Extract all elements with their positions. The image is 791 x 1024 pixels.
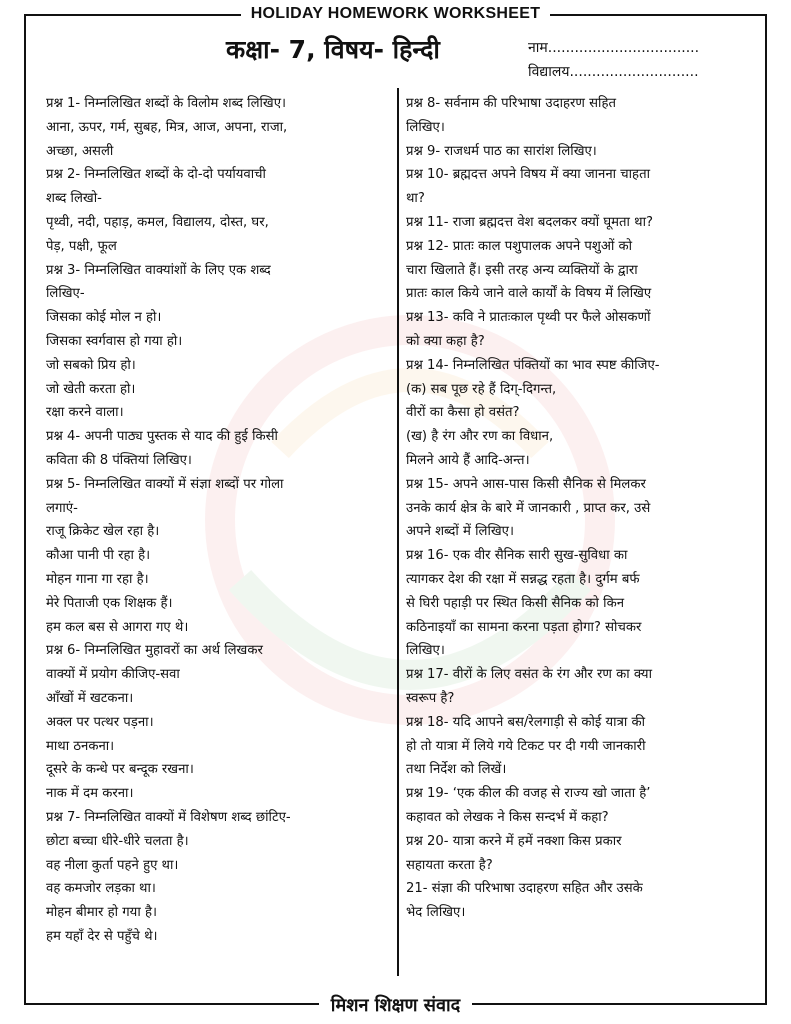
- question-line: भेद लिखिए।: [406, 905, 466, 921]
- question-line: तथा निर्देश को लिखें।: [406, 762, 507, 778]
- question-line: कविता की 8 पंक्तियां लिखिए।: [46, 452, 192, 468]
- left-column: [46, 92, 392, 949]
- question-line: वह नीला कुर्ता पहने हुए था।: [46, 857, 179, 873]
- question-line: था?: [406, 191, 425, 207]
- question-line: कौआ पानी पी रहा है।: [46, 548, 151, 564]
- question-line: सहायता करता है?: [406, 857, 493, 873]
- question-line: जिसका स्वर्गवास हो गया हो।: [46, 333, 183, 349]
- question-line: राजू क्रिकेट खेल रहा है।: [46, 524, 160, 540]
- footer-brand: मिशन शिक्षण संवाद: [319, 993, 472, 1019]
- question-line: प्रश्न 4- अपनी पाठ्य पुस्तक से याद की हुई किसी: [46, 429, 278, 445]
- question-line: उनके कार्य क्षेत्र के बारे में जानकारी , प्राप्त कर, उसे: [406, 500, 651, 516]
- question-line: कठिनाइयाँ का सामना करना पड़ता होगा? सोचकर: [406, 619, 642, 635]
- question-line: प्रश्न 2- निम्नलिखित शब्दों के दो-दो पर्यायवाची: [46, 167, 266, 183]
- question-line: प्रातः काल किये जाने वाले कार्यों के विषय में लिखिए: [406, 286, 652, 302]
- question-line: (ख) है रंग और रण का विधान,: [406, 429, 554, 445]
- question-line: त्यागकर देश की रक्षा में सन्नद्ध रहता है। दुर्गम बर्फ: [406, 571, 640, 587]
- question-line: 21- संज्ञा की परिभाषा उदाहरण सहित और उसके: [406, 881, 643, 897]
- question-line: लिखिए।: [406, 119, 445, 135]
- question-line: मेरे पिताजी एक शिक्षक हैं।: [46, 595, 173, 611]
- question-line: वह कमजोर लड़का था।: [46, 881, 156, 897]
- question-line: प्रश्न 13- कवि ने प्रातःकाल पृथ्वी पर फैले ओसकणों: [406, 310, 651, 326]
- question-line: कहावत को लेखक ने किस सन्दर्भ में कहा?: [406, 809, 609, 825]
- question-line: वीरों का कैसा हो वसंत?: [406, 405, 520, 421]
- question-line: दूसरे के कन्धे पर बन्दूक रखना।: [46, 762, 194, 778]
- question-line: हम कल बस से आगरा गए थे।: [46, 619, 189, 635]
- question-line: चारा खिलाते हैं। इसी तरह अन्य व्यक्तियों के द्वारा: [406, 262, 638, 278]
- question-line: आना, ऊपर, गर्म, सुबह, मित्र, आज, अपना, राजा,: [46, 119, 288, 135]
- question-line: को क्या कहा है?: [406, 333, 485, 349]
- bottom-banner: [0, 993, 791, 1019]
- question-line: पेड़, पक्षी, फूल: [46, 238, 117, 254]
- question-line: प्रश्न 17- वीरों के लिए वसंत के रंग और रण का क्या: [406, 667, 652, 683]
- question-line: मोहन गाना गा रहा है।: [46, 571, 149, 587]
- question-line: प्रश्न 15- अपने आस-पास किसी सैनिक से मिलकर: [406, 476, 646, 492]
- question-line: मिलने आये हैं आदि-अन्त।: [406, 452, 530, 468]
- school-field[interactable]: विद्यालय.............................: [528, 64, 699, 80]
- question-line: पृथ्वी, नदी, पहाड़, कमल, विद्यालय, दोस्त, घर,: [46, 214, 269, 230]
- top-banner: [0, 2, 791, 26]
- question-line: प्रश्न 20- यात्रा करने में हमें नक्शा किस प्रकार: [406, 833, 622, 849]
- question-line: प्रश्न 8- सर्वनाम की परिभाषा उदाहरण सहित: [406, 96, 616, 111]
- question-line: प्रश्न 6- निम्नलिखित मुहावरों का अर्थ लिखकर: [46, 643, 263, 659]
- question-line: प्रश्न 11- राजा ब्रह्मदत्त वेश बदलकर क्यों घूमता था?: [406, 214, 653, 230]
- page-title: कक्षा- 7, विषय- हिन्दी: [226, 35, 440, 64]
- question-line: अच्छा, असली: [46, 143, 114, 159]
- question-line: अपने शब्दों में लिखिए।: [406, 524, 514, 540]
- question-line: प्रश्न 3- निम्नलिखित वाक्यांशों के लिए एक शब्द: [46, 262, 271, 278]
- right-column: [406, 92, 756, 925]
- question-line: माथा ठनकना।: [46, 738, 115, 754]
- question-line: प्रश्न 16- एक वीर सैनिक सारी सुख-सुविधा का: [406, 548, 628, 564]
- student-fields: [528, 36, 699, 84]
- question-line: अक्ल पर पत्थर पड़ना।: [46, 714, 154, 730]
- question-line: नाक में दम करना।: [46, 786, 134, 802]
- question-line: लिखिए-: [46, 286, 85, 302]
- question-line: प्रश्न 12- प्रातः काल पशुपालक अपने पशुओं को: [406, 238, 633, 254]
- question-line: प्रश्न 5- निम्नलिखित वाक्यों में संज्ञा शब्दों पर गोला: [46, 476, 284, 492]
- worksheet-heading: HOLIDAY HOMEWORK WORKSHEET: [241, 2, 551, 26]
- question-line: लिखिए।: [406, 643, 445, 659]
- question-line: मोहन बीमार हो गया है।: [46, 905, 157, 921]
- question-line: प्रश्न 19- ‘एक कील की वजह से राज्य खो जाता है’: [406, 786, 651, 802]
- question-line: से घिरी पहाड़ी पर स्थित किसी सैनिक को किन: [406, 595, 625, 611]
- question-line: प्रश्न 7- निम्नलिखित वाक्यों में विशेषण शब्द छांटिए-: [46, 809, 291, 825]
- question-line: जो सबको प्रिय हो।: [46, 357, 136, 373]
- question-line: स्वरूप है?: [406, 690, 455, 706]
- question-line: वाक्यों में प्रयोग कीजिए-सवा: [46, 667, 180, 683]
- question-line: शब्द लिखो-: [46, 191, 102, 207]
- question-line: लगाएं-: [46, 500, 78, 516]
- question-line: हम यहाँ देर से पहुँचे थे।: [46, 928, 158, 944]
- question-line: प्रश्न 9- राजधर्म पाठ का सारांश लिखिए।: [406, 143, 597, 159]
- question-line: जो खेती करता हो।: [46, 381, 136, 397]
- name-field[interactable]: नाम..................................: [528, 40, 700, 56]
- question-line: रक्षा करने वाला।: [46, 405, 124, 421]
- question-line: हो तो यात्रा में लिये गये टिकट पर दी गयी जानकारी: [406, 738, 646, 754]
- question-line: (क) सब पूछ रहे हैं दिग्-दिगन्त,: [406, 381, 557, 397]
- column-divider: [397, 88, 399, 976]
- question-line: आँखों में खटकना।: [46, 690, 134, 706]
- question-line: प्रश्न 10- ब्रह्मदत्त अपने विषय में क्या जानना चाहता: [406, 167, 650, 183]
- question-line: प्रश्न 14- निम्नलिखित पंक्तियों का भाव स्पष्ट कीजिए-: [406, 357, 660, 373]
- question-line: छोटा बच्चा धीरे-धीरे चलता है।: [46, 833, 189, 849]
- question-line: जिसका कोई मोल न हो।: [46, 310, 162, 326]
- question-line: प्रश्न 1- निम्नलिखित शब्दों के विलोम शब्द लिखिए।: [46, 96, 286, 111]
- question-line: प्रश्न 18- यदि आपने बस/रेलगाड़ी से कोई यात्रा की: [406, 714, 646, 730]
